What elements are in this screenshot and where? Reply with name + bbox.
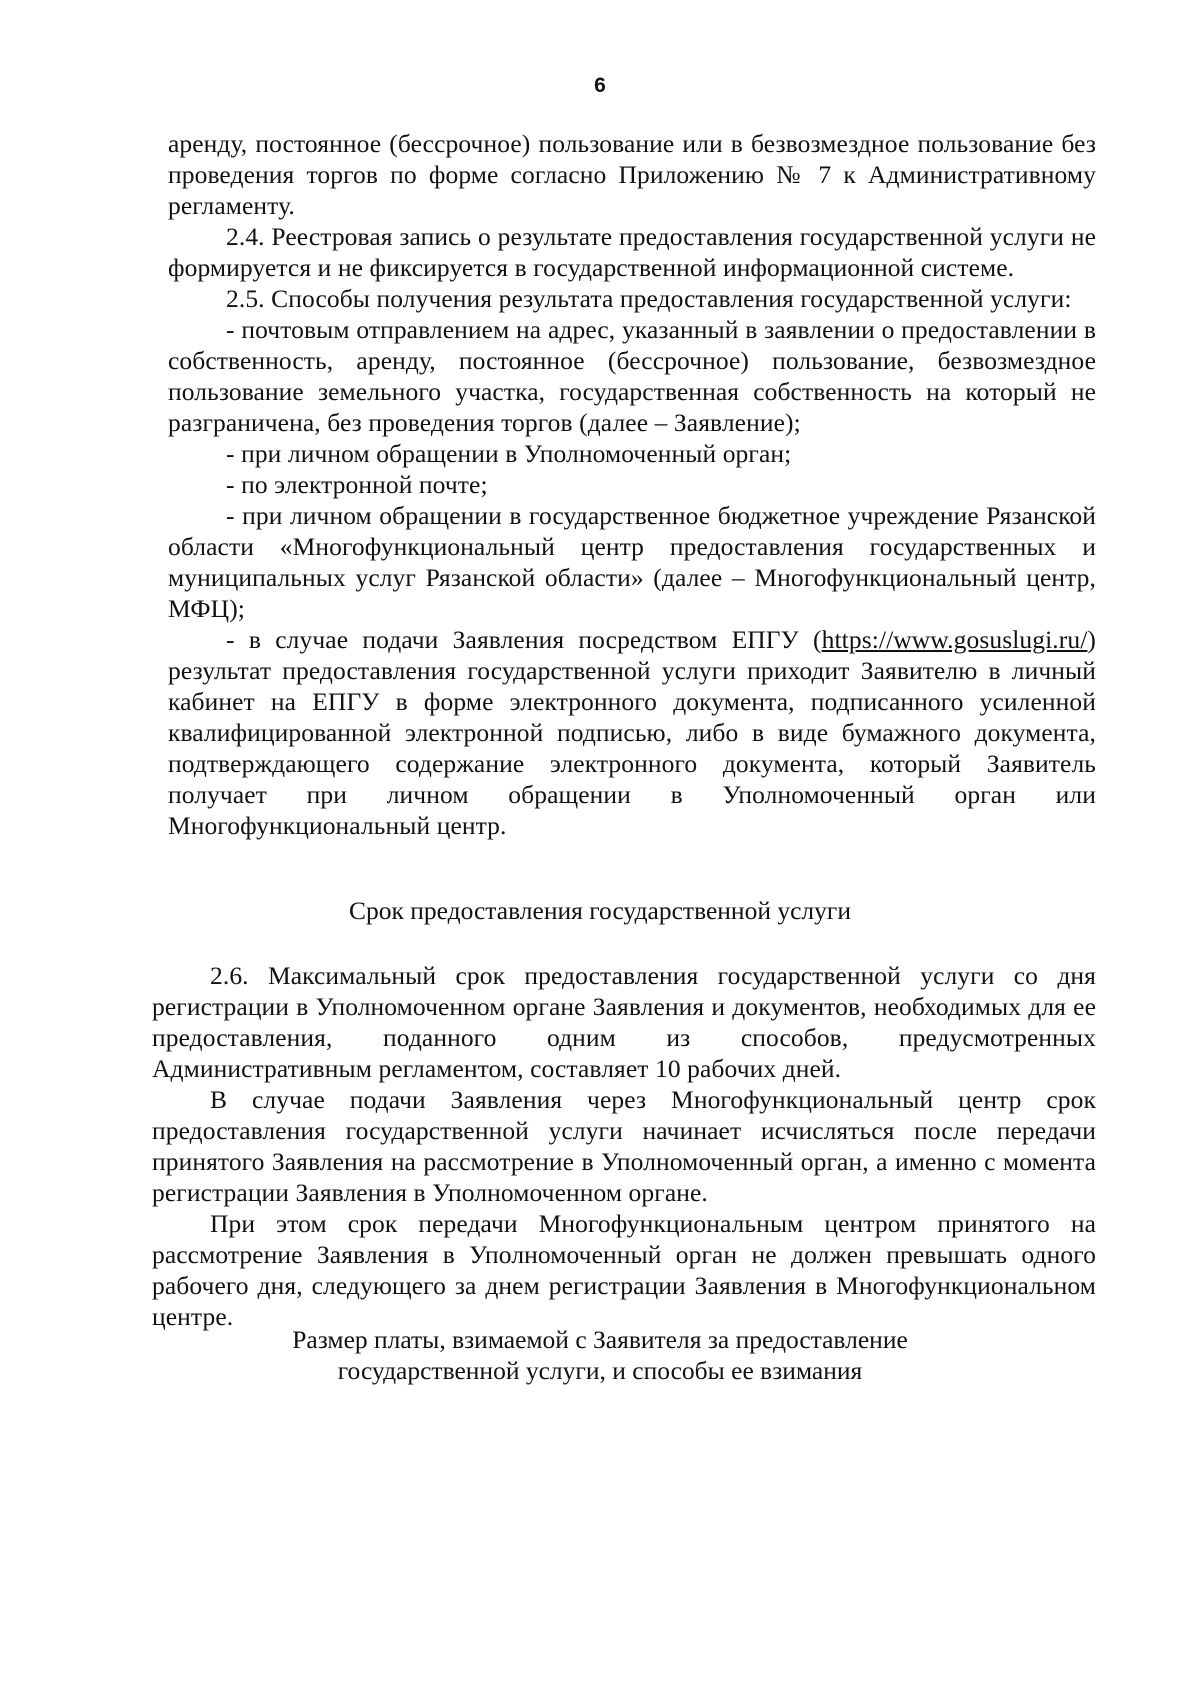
section-heading-fee-line1: Размер платы, взимаемой с Заявителя за предоставление [292,1325,908,1354]
section-heading-term: Срок предоставления государственной услуги [348,896,851,925]
page-number: 6 [594,74,606,97]
list-item-epgu [168,624,1096,841]
paragraph-mfc-term: В случае подачи Заявления через Многофункциональный центр срок предоставления государственной услуги начинает исчисляться после передачи принятого Заявления на рассмотрение в Уполномоченный орган, а именно с момента регистрации Заявления в Уполномоченном органе. [152,1085,1096,1207]
list-item-mfc: - при личном обращении в государственное бюджетное учреждение Рязанской области «Многофункциональный центр предоставления государственных и муниципальных услуг Рязанской области» (далее – Многофункциональный центр, МФЦ); [168,501,1096,623]
gosuslugi-link[interactable]: https://www.gosuslugi.ru/ [821,625,1088,654]
paragraph-2-6: 2.6. Максимальный срок предоставления государственной услуги со дня регистрации в Уполномоченном органе Заявления и документов, необходимых для ее предоставления, поданного одним из способов, предусмотренных Административным регламентом, составляет 10 рабочих дней. [152,961,1096,1083]
section-result-methods [168,128,1096,841]
list-item-personal-visit: - при личном обращении в Уполномоченный орган; [226,439,792,468]
paragraph-2-4: 2.4. Реестровая запись о результате предоставления государственной услуги не формируется и не фиксируется в государственной информационной системе. [168,222,1096,282]
epgu-text-after: ) результат предоставления государственной услуги приходит Заявителю в личный кабинет на ЕПГУ в форме электронного документа, подписанного усиленной квалифицированной электронной подписью, либо в виде бумажного документа, подтверждающего содержание электронного документа, который Заявитель получает при личном обращении в Уполномоченный орган или Многофункциональный центр. [168,625,1096,840]
paragraph-2-5: 2.5. Способы получения результата предоставления государственной услуги: [226,284,1072,313]
epgu-text-before: - в случае подачи Заявления посредством ЕПГУ ( [226,625,822,654]
section-heading-fee [0,1324,1200,1386]
paragraph-continuation: аренду, постоянное (бессрочное) пользование или в безвозмездное пользование без проведения торгов по форме согласно Приложению № 7 к Административному регламенту. [168,129,1096,220]
section-heading-fee-line2: государственной услуги, и способы ее взимания [337,1356,863,1385]
list-item-email: - по электронной почте; [226,470,488,499]
section-term [152,960,1096,1332]
paragraph-transfer-term: При этом срок передачи Многофункциональным центром принятого на рассмотрение Заявления в Уполномоченный орган не должен превышать одного рабочего дня, следующего за днем регистрации Заявления в Многофункциональном центре. [152,1209,1096,1331]
list-item-mail: - почтовым отправлением на адрес, указанный в заявлении о предоставлении в собственность, аренду, постоянное (бессрочное) пользование, безвозмездное пользование земельного участка, государственная собственность на который не разграничена, без проведения торгов (далее – Заявление); [168,315,1096,437]
